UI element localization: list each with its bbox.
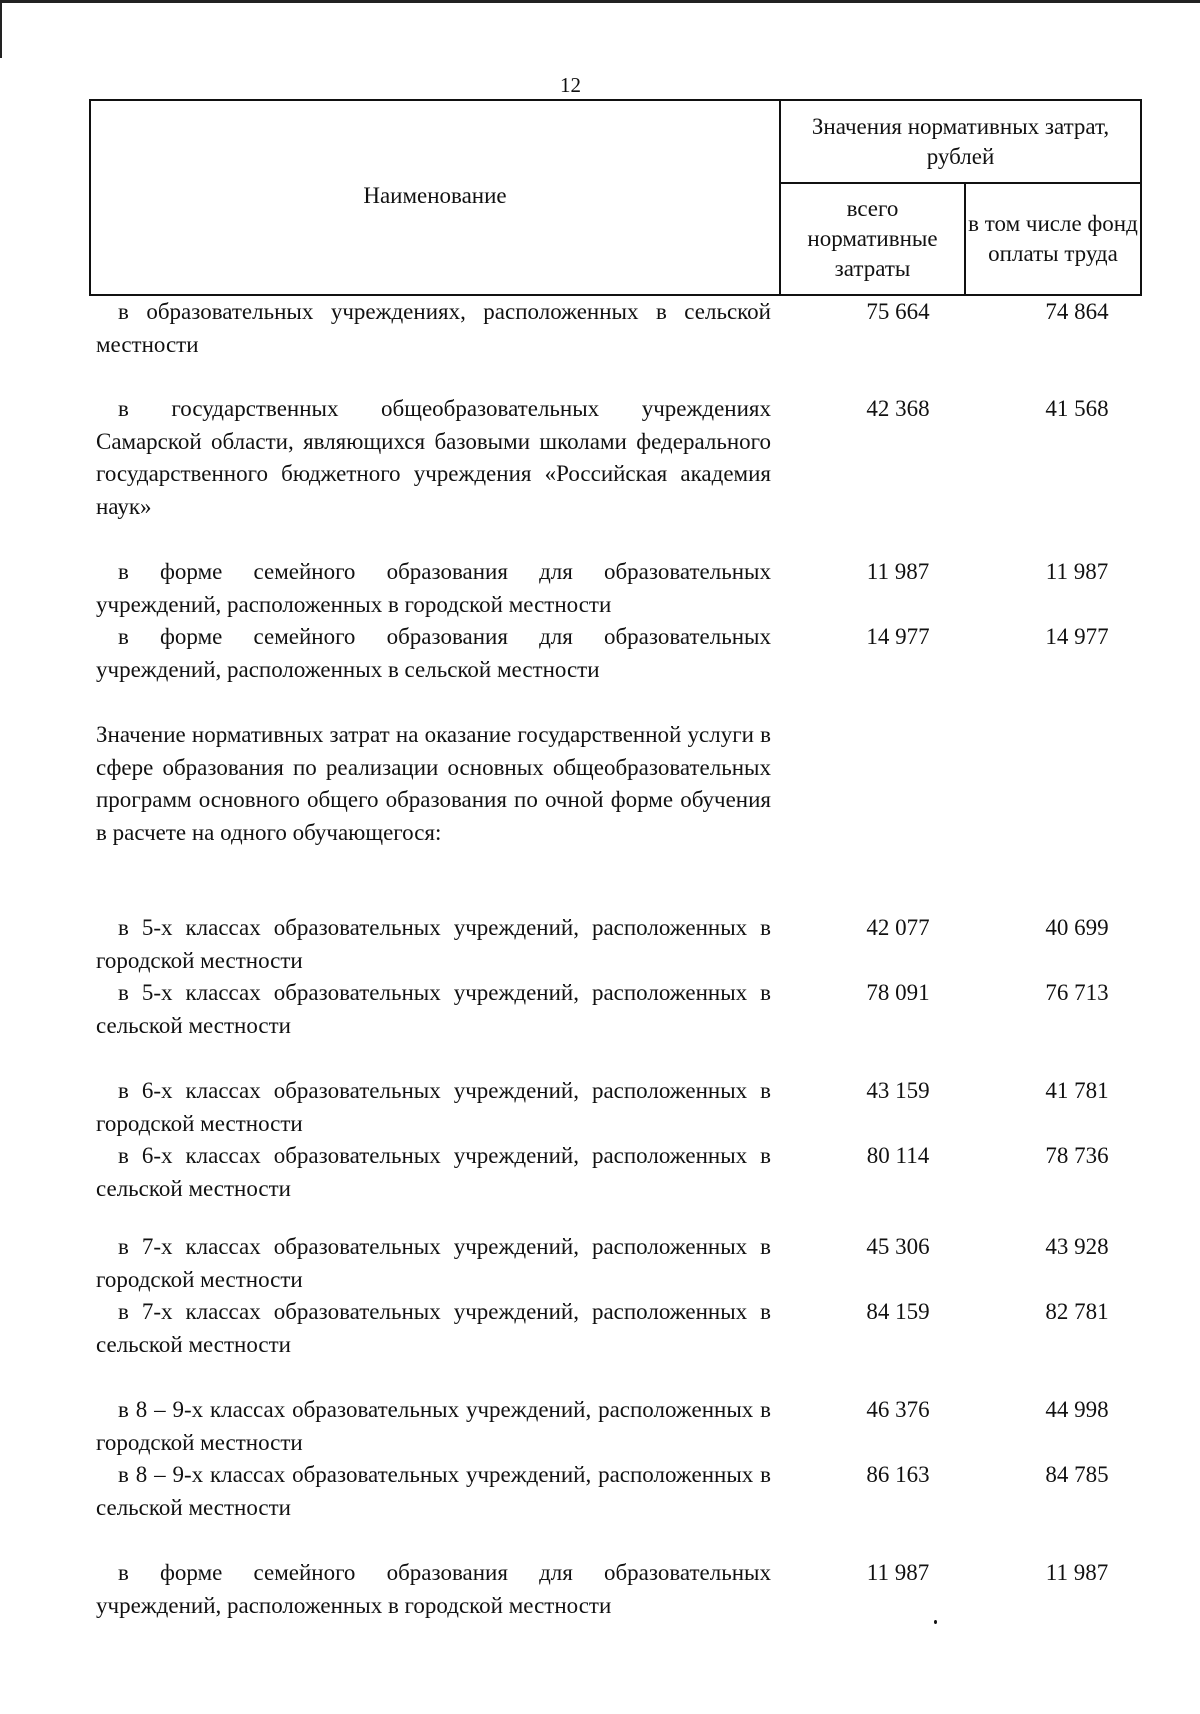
- row-description: в государственных общеобразовательных учреждениях Самарской области, являющихся базовыми школами федерального государственного бюджетного учреждения «Российская академия наук»: [96, 396, 771, 519]
- row-fot-value: 82 781: [1045, 1299, 1109, 1324]
- row-total-value: 46 376: [866, 1397, 930, 1422]
- scan-edge-top: [0, 0, 1200, 3]
- row-total-value: 42 368: [866, 396, 930, 421]
- header-name-cell: Наименование: [89, 99, 781, 296]
- row-fot-value: 43 928: [1045, 1234, 1109, 1259]
- row-description: в 6-х классах образовательных учреждений, расположенных в городской местности: [96, 1078, 771, 1136]
- page-number: 12: [560, 73, 581, 97]
- row-fot-value: 40 699: [1045, 915, 1109, 940]
- row-description: в 7-х классах образовательных учреждений, расположенных в городской местности: [96, 1234, 771, 1292]
- row-total-value: 80 114: [866, 1143, 930, 1168]
- row-description: в 5-х классах образовательных учреждений, расположенных в городской местности: [96, 915, 771, 973]
- row-fot-value: 74 864: [1045, 299, 1109, 324]
- row-description: в форме семейного образования для образовательных учреждений, расположенных в городской местности: [96, 559, 771, 617]
- row-description: в образовательных учреждениях, расположенных в сельской местности: [96, 299, 771, 357]
- row-fot-value: 41 568: [1045, 396, 1109, 421]
- header-values-group-cell: Значения нормативных затрат, рублей: [779, 99, 1142, 184]
- row-total-value: 45 306: [866, 1234, 930, 1259]
- row-description: в 7-х классах образовательных учреждений, расположенных в сельской местности: [96, 1299, 771, 1357]
- row-fot-value: 76 713: [1045, 980, 1109, 1005]
- row-description: в 8 – 9-х классах образовательных учреждений, расположенных в сельской местности: [96, 1462, 771, 1520]
- header-fot-cell: в том числе фонд оплаты труда: [964, 182, 1142, 296]
- row-fot-value: 14 977: [1045, 624, 1109, 649]
- row-total-value: 14 977: [866, 624, 930, 649]
- row-fot-value: 78 736: [1045, 1143, 1109, 1168]
- section-heading-text: Значение нормативных затрат на оказание государственной услуги в сфере образования по реализации основных общеобразовательных программ основного общего образования по очной форме обучения в расчете на одного обучающегося:: [96, 722, 771, 845]
- header-total-cell: всего нормативные затраты: [779, 182, 966, 296]
- row-fot-value: 84 785: [1045, 1462, 1109, 1487]
- row-description: в 6-х классах образовательных учреждений, расположенных в сельской местности: [96, 1143, 771, 1201]
- row-total-value: 78 091: [866, 980, 930, 1005]
- row-fot-value: 41 781: [1045, 1078, 1109, 1103]
- row-fot-value: 11 987: [1045, 559, 1109, 584]
- row-total-value: 86 163: [866, 1462, 930, 1487]
- row-fot-value: 44 998: [1045, 1397, 1109, 1422]
- scan-speck: [934, 1620, 937, 1624]
- row-total-value: 84 159: [866, 1299, 930, 1324]
- row-total-value: 42 077: [866, 915, 930, 940]
- row-description: в 8 – 9-х классах образовательных учреждений, расположенных в городской местности: [96, 1397, 771, 1455]
- row-description: в форме семейного образования для образовательных учреждений, расположенных в сельской местности: [96, 624, 771, 682]
- row-description: в форме семейного образования для образовательных учреждений, расположенных в городской местности: [96, 1560, 771, 1618]
- row-total-value: 43 159: [866, 1078, 930, 1103]
- row-fot-value: 11 987: [1045, 1560, 1109, 1585]
- row-description: в 5-х классах образовательных учреждений, расположенных в сельской местности: [96, 980, 771, 1038]
- scan-edge-left: [0, 0, 2, 58]
- row-total-value: 11 987: [866, 559, 930, 584]
- row-total-value: 75 664: [866, 299, 930, 324]
- row-total-value: 11 987: [866, 1560, 930, 1585]
